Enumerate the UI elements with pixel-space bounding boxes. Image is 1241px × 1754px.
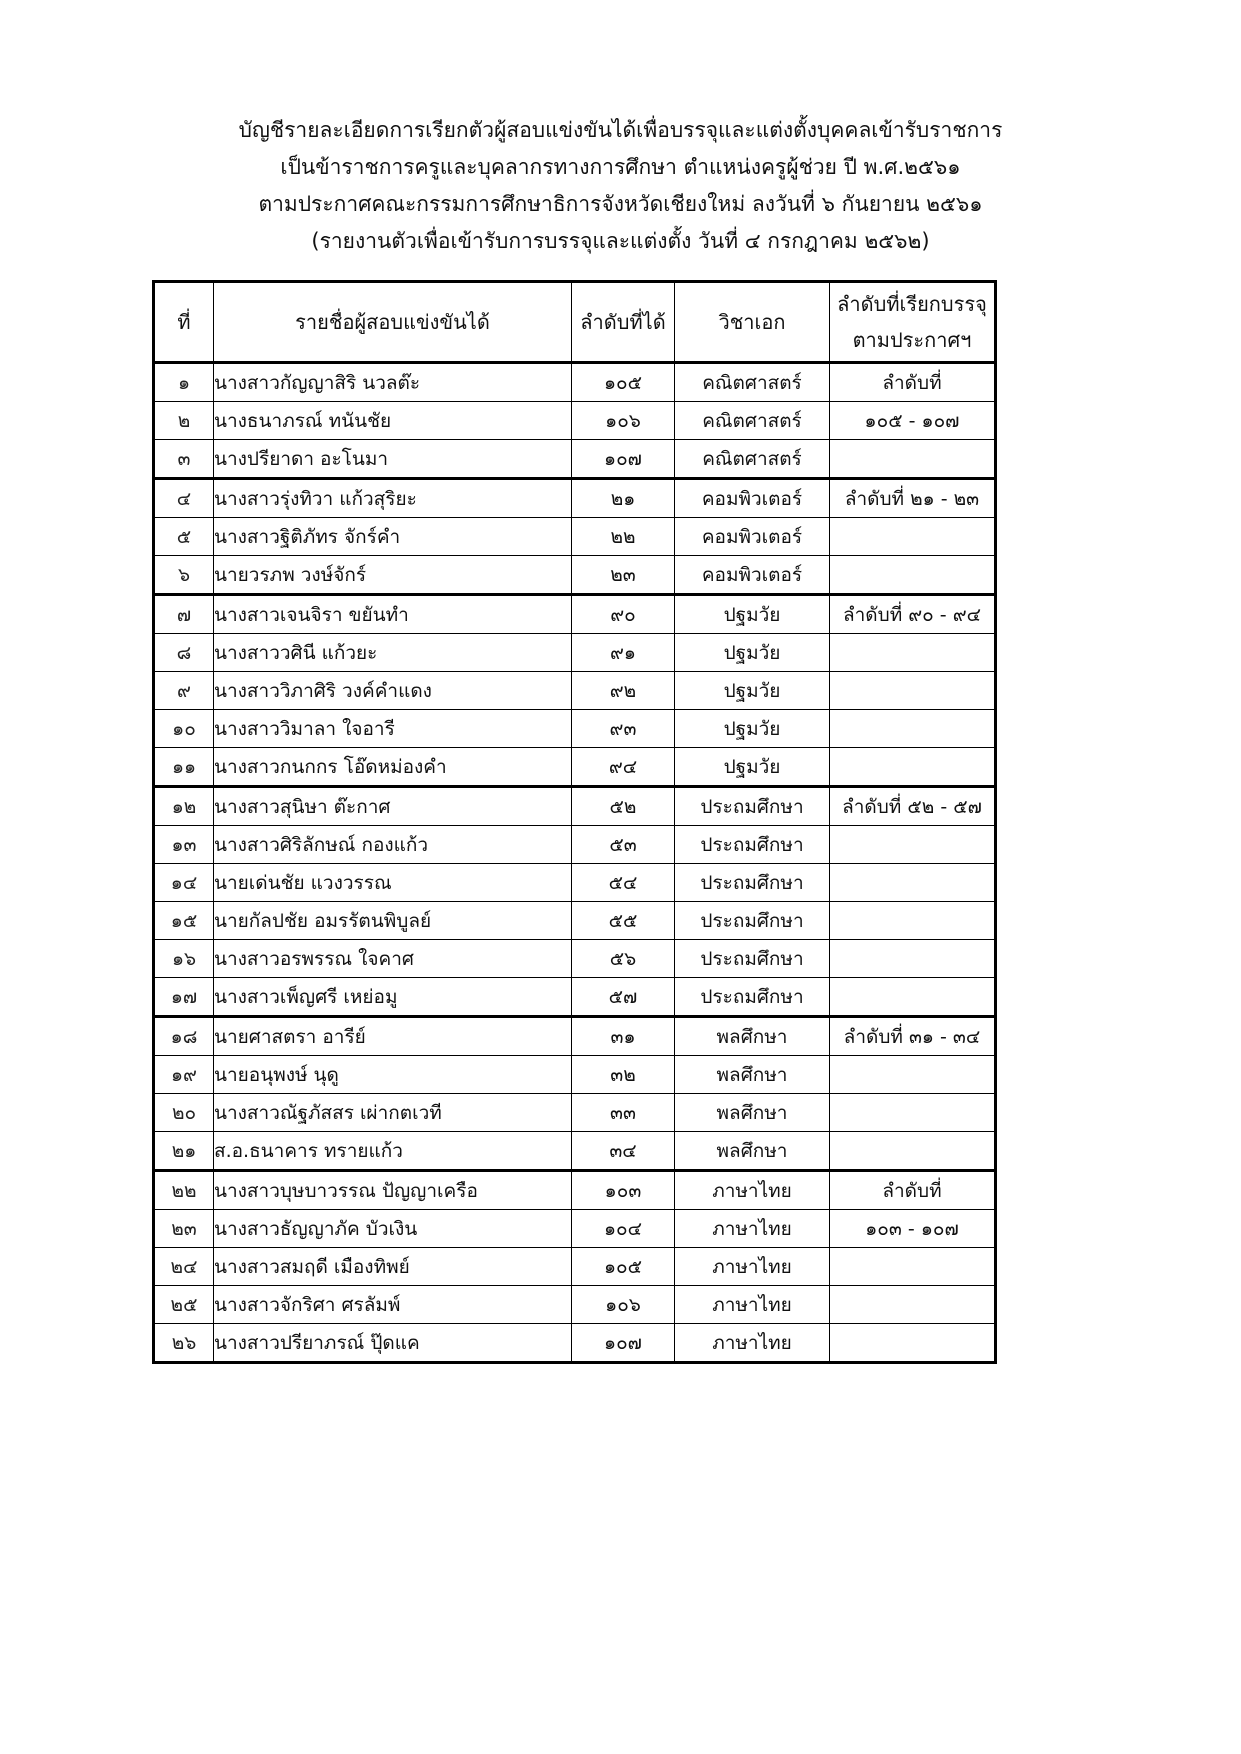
cell-subject: คณิตศาสตร์ [675,440,830,479]
cell-name: นางสาวอรพรรณ ใจคาศ [214,940,572,978]
table-row [154,748,996,787]
cell-subject: พลศึกษา [675,1132,830,1171]
cell-rank: ๓๒ [572,1056,675,1094]
cell-rank: ๙๒ [572,672,675,710]
cell-rank: ๑๐๔ [572,1210,675,1248]
table-row [154,902,996,940]
cell-no: ๑๑ [154,748,214,787]
header-call-order [830,282,996,363]
cell-subject: พลศึกษา [675,1056,830,1094]
cell-rank: ๕๗ [572,978,675,1017]
cell-name: นางสาวจักริศา ศรลัมพ์ [214,1286,572,1324]
cell-name: นางสาวสมฤดี เมืองทิพย์ [214,1248,572,1286]
cell-rank: ๑๐๓ [572,1171,675,1210]
cell-call-order: ลำดับที่ [830,363,996,402]
heading-line-1: บัญชีรายละเอียดการเรียกตัวผู้สอบแข่งขันได้เพื่อบรรจุและแต่งตั้งบุคคลเข้ารับราชการ [238,118,1003,142]
cell-subject: ปฐมวัย [675,634,830,672]
header-no: ที่ [154,282,214,363]
table-row [154,1286,996,1324]
cell-rank: ๕๕ [572,902,675,940]
cell-rank: ๒๓ [572,556,675,595]
cell-no: ๑๙ [154,1056,214,1094]
cell-no: ๘ [154,634,214,672]
cell-subject: ปฐมวัย [675,595,830,634]
cell-subject: ภาษาไทย [675,1324,830,1363]
cell-call-order [830,556,996,595]
table-row [154,1094,996,1132]
cell-rank: ๙๐ [572,595,675,634]
cell-no: ๒๒ [154,1171,214,1210]
cell-no: ๒๑ [154,1132,214,1171]
cell-call-order: ลำดับที่ [830,1171,996,1210]
cell-name: นางปรียาดา อะโนมา [214,440,572,479]
table-row [154,634,996,672]
cell-rank: ๕๖ [572,940,675,978]
cell-call-order: ลำดับที่ ๙๐ - ๙๔ [830,595,996,634]
cell-rank: ๕๒ [572,787,675,826]
table-row [154,1017,996,1056]
cell-name: นางสาวสุนิษา ต๊ะกาศ [214,787,572,826]
table-row [154,1248,996,1286]
cell-rank: ๓๓ [572,1094,675,1132]
cell-name: นายอนุพงษ์ นุดู [214,1056,572,1094]
cell-name: นายศาสตรา อารีย์ [214,1017,572,1056]
cell-no: ๑๘ [154,1017,214,1056]
cell-rank: ๑๐๗ [572,1324,675,1363]
cell-call-order [830,748,996,787]
cell-rank: ๙๓ [572,710,675,748]
table-row [154,595,996,634]
table-row [154,826,996,864]
cell-no: ๑ [154,363,214,402]
cell-call-order [830,1248,996,1286]
cell-call-order [830,672,996,710]
cell-no: ๔ [154,479,214,518]
table-row [154,1171,996,1210]
table-row [154,440,996,479]
cell-subject: ปฐมวัย [675,710,830,748]
table-row [154,978,996,1017]
cell-name: นางสาวกนกกร โอ๊ดหม่องคำ [214,748,572,787]
cell-call-order [830,634,996,672]
cell-name: นางธนาภรณ์ ทนันชัย [214,402,572,440]
cell-call-order [830,1132,996,1171]
cell-subject: ประถมศึกษา [675,902,830,940]
cell-no: ๒๐ [154,1094,214,1132]
cell-subject: ภาษาไทย [675,1248,830,1286]
cell-call-order: ลำดับที่ ๒๑ - ๒๓ [830,479,996,518]
cell-name: นางสาวฐิติภัทร จักร์คำ [214,518,572,556]
cell-name: นายวรภพ วงษ์จักร์ [214,556,572,595]
cell-no: ๑๒ [154,787,214,826]
heading-line-3: ตามประกาศคณะกรรมการศึกษาธิการจังหวัดเชียงใหม่ ลงวันที่ ๖ กันยายน ๒๕๖๑ [258,192,983,216]
cell-no: ๙ [154,672,214,710]
table-row [154,479,996,518]
cell-rank: ๑๐๕ [572,363,675,402]
table-row [154,363,996,402]
table-row [154,710,996,748]
cell-name: นางสาวศิริลักษณ์ กองแก้ว [214,826,572,864]
cell-name: นางสาวเจนจิรา ขยันทำ [214,595,572,634]
header-call-line-2: ตามประกาศฯ [852,328,972,352]
cell-name: นางสาวณัฐภัสสร เผ่ากตเวที [214,1094,572,1132]
cell-call-order [830,940,996,978]
cell-name: นางสาววิมาลา ใจอารี [214,710,572,748]
cell-subject: ประถมศึกษา [675,787,830,826]
cell-subject: คอมพิวเตอร์ [675,479,830,518]
heading-line-4: (รายงานตัวเพื่อเข้ารับการบรรจุและแต่งตั้ง วันที่ ๔ กรกฎาคม ๒๕๖๒) [311,229,930,253]
cell-call-order [830,518,996,556]
cell-subject: คณิตศาสตร์ [675,363,830,402]
header-call-line-1: ลำดับที่เรียกบรรจุ [837,292,987,316]
cell-no: ๖ [154,556,214,595]
cell-rank: ๙๑ [572,634,675,672]
cell-call-order: ลำดับที่ ๕๒ - ๕๗ [830,787,996,826]
table-row [154,556,996,595]
cell-name: นางสาววิภาศิริ วงค์คำแดง [214,672,572,710]
table-header-row [154,282,996,363]
cell-name: นายกัลปชัย อมรรัตนพิบูลย์ [214,902,572,940]
cell-call-order: ๑๐๓ - ๑๐๗ [830,1210,996,1248]
table-row [154,1210,996,1248]
cell-call-order: ลำดับที่ ๓๑ - ๓๔ [830,1017,996,1056]
cell-subject: ประถมศึกษา [675,864,830,902]
cell-no: ๓ [154,440,214,479]
cell-rank: ๑๐๖ [572,402,675,440]
cell-no: ๒๓ [154,1210,214,1248]
table-row [154,672,996,710]
cell-subject: ปฐมวัย [675,748,830,787]
table-row [154,940,996,978]
cell-rank: ๓๔ [572,1132,675,1171]
cell-subject: ประถมศึกษา [675,826,830,864]
cell-call-order [830,1324,996,1363]
cell-rank: ๒๑ [572,479,675,518]
cell-call-order [830,710,996,748]
cell-no: ๑๕ [154,902,214,940]
cell-subject: คณิตศาสตร์ [675,402,830,440]
table-row [154,402,996,440]
cell-no: ๑๗ [154,978,214,1017]
cell-call-order: ๑๐๕ - ๑๐๗ [830,402,996,440]
table-row [154,1132,996,1171]
cell-subject: ประถมศึกษา [675,978,830,1017]
cell-call-order [830,1094,996,1132]
cell-subject: ปฐมวัย [675,672,830,710]
cell-call-order [830,1056,996,1094]
cell-subject: ภาษาไทย [675,1210,830,1248]
cell-no: ๑๓ [154,826,214,864]
cell-subject: ภาษาไทย [675,1286,830,1324]
cell-rank: ๕๔ [572,864,675,902]
cell-name: นางสาวเพ็ญศรี เหย่อมู [214,978,572,1017]
cell-subject: ประถมศึกษา [675,940,830,978]
cell-subject: คอมพิวเตอร์ [675,556,830,595]
cell-rank: ๕๓ [572,826,675,864]
table-row [154,864,996,902]
cell-name: นางสาวปรียาภรณ์ ปุ๊ดแค [214,1324,572,1363]
cell-no: ๑๖ [154,940,214,978]
heading-line-2: เป็นข้าราชการครูและบุคลากรทางการศึกษา ตำแหน่งครูผู้ช่วย ปี พ.ศ.๒๕๖๑ [280,155,961,179]
cell-name: นางสาววศินี แก้วยะ [214,634,572,672]
cell-rank: ๑๐๗ [572,440,675,479]
cell-no: ๒๔ [154,1248,214,1286]
cell-no: ๑๔ [154,864,214,902]
header-rank: ลำดับที่ได้ [572,282,675,363]
cell-no: ๒๕ [154,1286,214,1324]
cell-name: นางสาวกัญญาสิริ นวลต๊ะ [214,363,572,402]
cell-no: ๕ [154,518,214,556]
table-row [154,1324,996,1363]
cell-call-order [830,826,996,864]
cell-subject: คอมพิวเตอร์ [675,518,830,556]
cell-rank: ๒๒ [572,518,675,556]
header-name: รายชื่อผู้สอบแข่งขันได้ [214,282,572,363]
candidate-table [152,280,997,1364]
cell-subject: ภาษาไทย [675,1171,830,1210]
cell-call-order [830,1286,996,1324]
cell-rank: ๑๐๕ [572,1248,675,1286]
cell-no: ๑๐ [154,710,214,748]
cell-call-order [830,902,996,940]
table-row [154,1056,996,1094]
table-row [154,518,996,556]
cell-no: ๒ [154,402,214,440]
cell-name: นายเด่นชัย แวงวรรณ [214,864,572,902]
cell-name: นางสาวธัญญาภัค บัวเงิน [214,1210,572,1248]
cell-call-order [830,864,996,902]
cell-name: นางสาวรุ่งทิวา แก้วสุริยะ [214,479,572,518]
cell-subject: พลศึกษา [675,1017,830,1056]
cell-call-order [830,978,996,1017]
cell-name: ส.อ.ธนาคาร ทรายแก้ว [214,1132,572,1171]
cell-subject: พลศึกษา [675,1094,830,1132]
cell-rank: ๙๔ [572,748,675,787]
table-row [154,787,996,826]
cell-rank: ๓๑ [572,1017,675,1056]
cell-rank: ๑๐๖ [572,1286,675,1324]
cell-name: นางสาวบุษบาวรรณ ปัญญาเครือ [214,1171,572,1210]
cell-call-order [830,440,996,479]
header-subject: วิชาเอก [675,282,830,363]
cell-no: ๒๖ [154,1324,214,1363]
cell-no: ๗ [154,595,214,634]
document-heading [0,112,1241,260]
